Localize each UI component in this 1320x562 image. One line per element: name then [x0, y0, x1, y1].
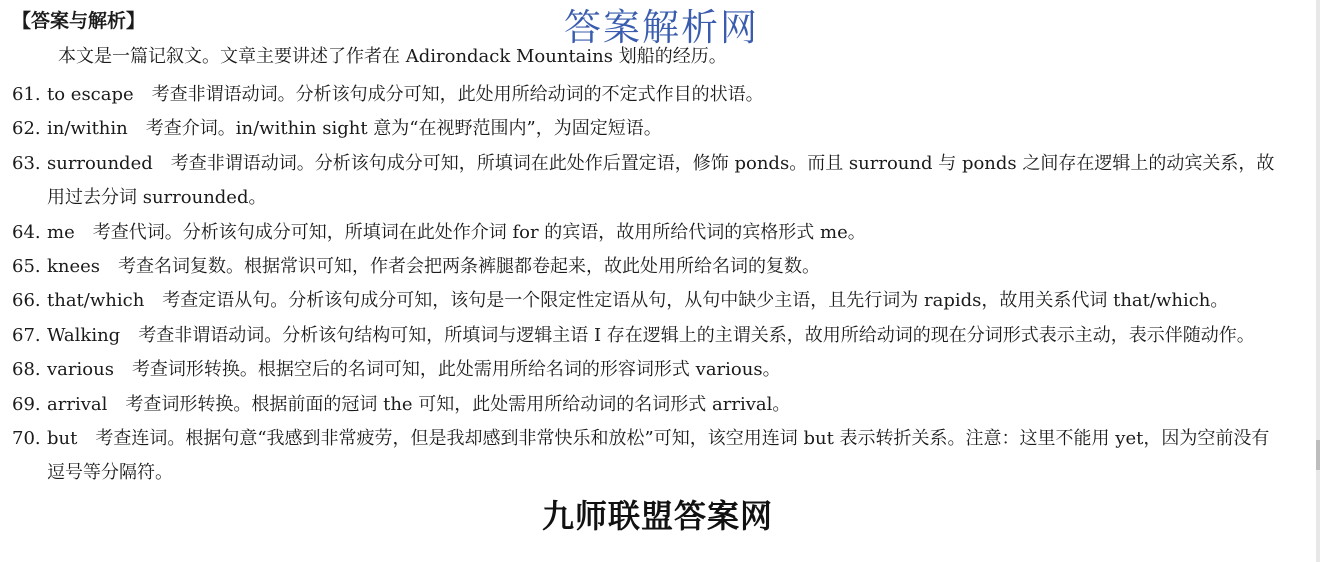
item-answer: but — [47, 428, 78, 450]
answer-item-69 — [12, 388, 1282, 422]
item-answer: in/within — [47, 118, 128, 140]
item-answer: arrival — [47, 393, 108, 415]
scrollbar-thumb[interactable] — [1316, 440, 1320, 470]
answer-item-68 — [12, 353, 1282, 387]
item-explanation: 考查代词。分析该句成分可知，所填词在此处作介词 for 的宾语，故用所给代词的宾格形式 me。 — [92, 221, 866, 243]
intro-paragraph: 本文是一篇记叙文。文章主要讲述了作者在 Adirondack Mountains 划船的经历。 — [58, 46, 727, 67]
answer-item-65 — [12, 250, 1282, 284]
answer-item-63 — [12, 147, 1282, 216]
answer-item-61 — [12, 78, 1282, 112]
item-number: 63. — [12, 152, 41, 174]
item-number: 66. — [12, 290, 41, 312]
answer-item-66 — [12, 284, 1282, 318]
item-explanation: 考查词形转换。根据空后的名词可知，此处需用所给名词的形容词形式 various。 — [131, 359, 781, 381]
item-answer: various — [47, 359, 114, 381]
item-explanation: 考查定语从句。分析该句成分可知，该句是一个限定性定语从句，从句中缺少主语，且先行词为 rapids，故用关系代词 that/which。 — [162, 290, 1229, 312]
item-number: 62. — [12, 118, 41, 140]
section-heading: 【答案与解析】 — [12, 10, 146, 32]
answer-item-62 — [12, 112, 1282, 146]
item-explanation: 考查词形转换。根据前面的冠词 the 可知，此处需用所给动词的名词形式 arrival。 — [125, 393, 791, 415]
item-answer: me — [47, 221, 75, 243]
item-answer: surrounded — [47, 152, 153, 174]
answer-item-67 — [12, 319, 1282, 353]
answer-item-64 — [12, 216, 1282, 250]
item-number: 67. — [12, 324, 41, 346]
answer-list — [12, 78, 1282, 491]
watermark-top: 答案解析网 — [564, 6, 759, 49]
watermark-bottom: 九师联盟答案网 — [542, 497, 774, 535]
item-answer: knees — [47, 256, 101, 278]
item-answer: to escape — [47, 84, 134, 105]
item-explanation: 考查名词复数。根据常识可知，作者会把两条裤腿都卷起来，故此处用所给名词的复数。 — [118, 256, 821, 278]
item-answer: that/which — [47, 290, 145, 312]
item-number: 65. — [12, 256, 41, 278]
answer-item-70 — [12, 422, 1282, 491]
item-explanation: 考查连词。根据句意“我感到非常疲劳，但是我却感到非常快乐和放松”可知，该空用连词 but 表示转折关系。注意：这里不能用 yet，因为空前没有逗号等分隔符。 — [47, 428, 1270, 484]
item-number: 64. — [12, 221, 41, 243]
item-answer: Walking — [47, 324, 121, 346]
item-explanation: 考查介词。in/within sight 意为“在视野范围内”，为固定短语。 — [145, 118, 662, 140]
item-explanation: 考查非谓语动词。分析该句成分可知，此处用所给动词的不定式作目的状语。 — [151, 84, 764, 105]
item-number: 61. — [12, 84, 41, 105]
scrollbar[interactable] — [1316, 0, 1320, 562]
item-explanation: 考查非谓语动词。分析该句结构可知，所填词与逻辑主语 I 存在逻辑上的主谓关系，故用所给动词的现在分词形式表示主动，表示伴随动作。 — [138, 324, 1255, 346]
item-number: 70. — [12, 428, 41, 450]
item-number: 68. — [12, 359, 41, 381]
item-explanation: 考查非谓语动词。分析该句成分可知，所填词在此处作后置定语，修饰 ponds。而且 surround 与 ponds 之间存在逻辑上的动宾关系，故用过去分词 surrounded。 — [47, 152, 1275, 209]
item-number: 69. — [12, 393, 41, 415]
